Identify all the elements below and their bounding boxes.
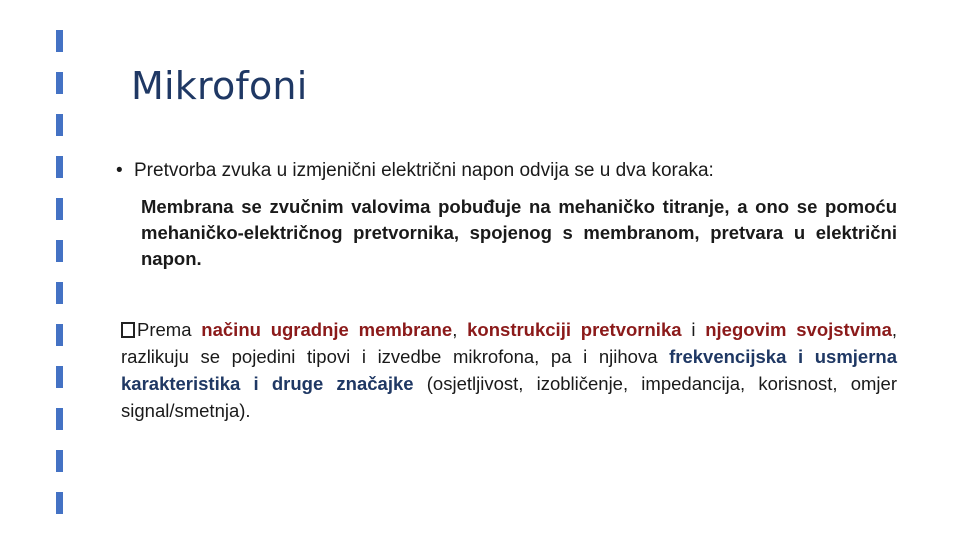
highlight-construction: konstrukciji pretvornika xyxy=(467,319,682,340)
dash-segment xyxy=(56,114,63,136)
decorative-dashed-bar xyxy=(56,30,64,520)
bullet-dot-icon: • xyxy=(116,160,123,181)
dash-segment xyxy=(56,366,63,388)
slide-title: Mikrofoni xyxy=(131,64,308,108)
dash-segment xyxy=(56,492,63,514)
classification-paragraph xyxy=(121,316,897,424)
dash-segment xyxy=(56,30,63,52)
para2-text-4: , razlikuju se pojedini tipovi i izvedbe mikrofona, pa i njihova xyxy=(121,319,898,367)
dash-segment xyxy=(56,408,63,430)
highlight-membrane: načinu ugradnje membrane xyxy=(201,319,453,340)
bullet-item xyxy=(116,160,714,182)
para2-text-5: (osjetljivost, izobličenje, impedancija, korisnost, omjer signal/smetnja). xyxy=(121,373,897,421)
highlight-properties: njegovim svojstvima xyxy=(705,319,892,340)
checkbox-glyph-icon xyxy=(121,322,135,338)
para2-text-1: Prema xyxy=(137,319,202,340)
dash-segment xyxy=(56,324,63,346)
para2-text-3: i xyxy=(681,319,706,340)
highlight-characteristics: frekvencijska i usmjerna karakteristika i druge značajke xyxy=(121,346,897,394)
dash-segment xyxy=(56,198,63,220)
dash-segment xyxy=(56,240,63,262)
para2-text-2: , xyxy=(452,319,468,340)
description-paragraph: Membrana se zvučnim valovima pobuđuje na mehaničko titranje, a ono se pomoću mehaničko-električnog pretvornika, spojenog s membranom, pretvara u električni napon. xyxy=(141,196,897,269)
bullet-text: Pretvorba zvuka u izmjenični električni napon odvija se u dva koraka: xyxy=(134,160,714,181)
dash-segment xyxy=(56,282,63,304)
dash-segment xyxy=(56,156,63,178)
dash-segment xyxy=(56,72,63,94)
dash-segment xyxy=(56,450,63,472)
